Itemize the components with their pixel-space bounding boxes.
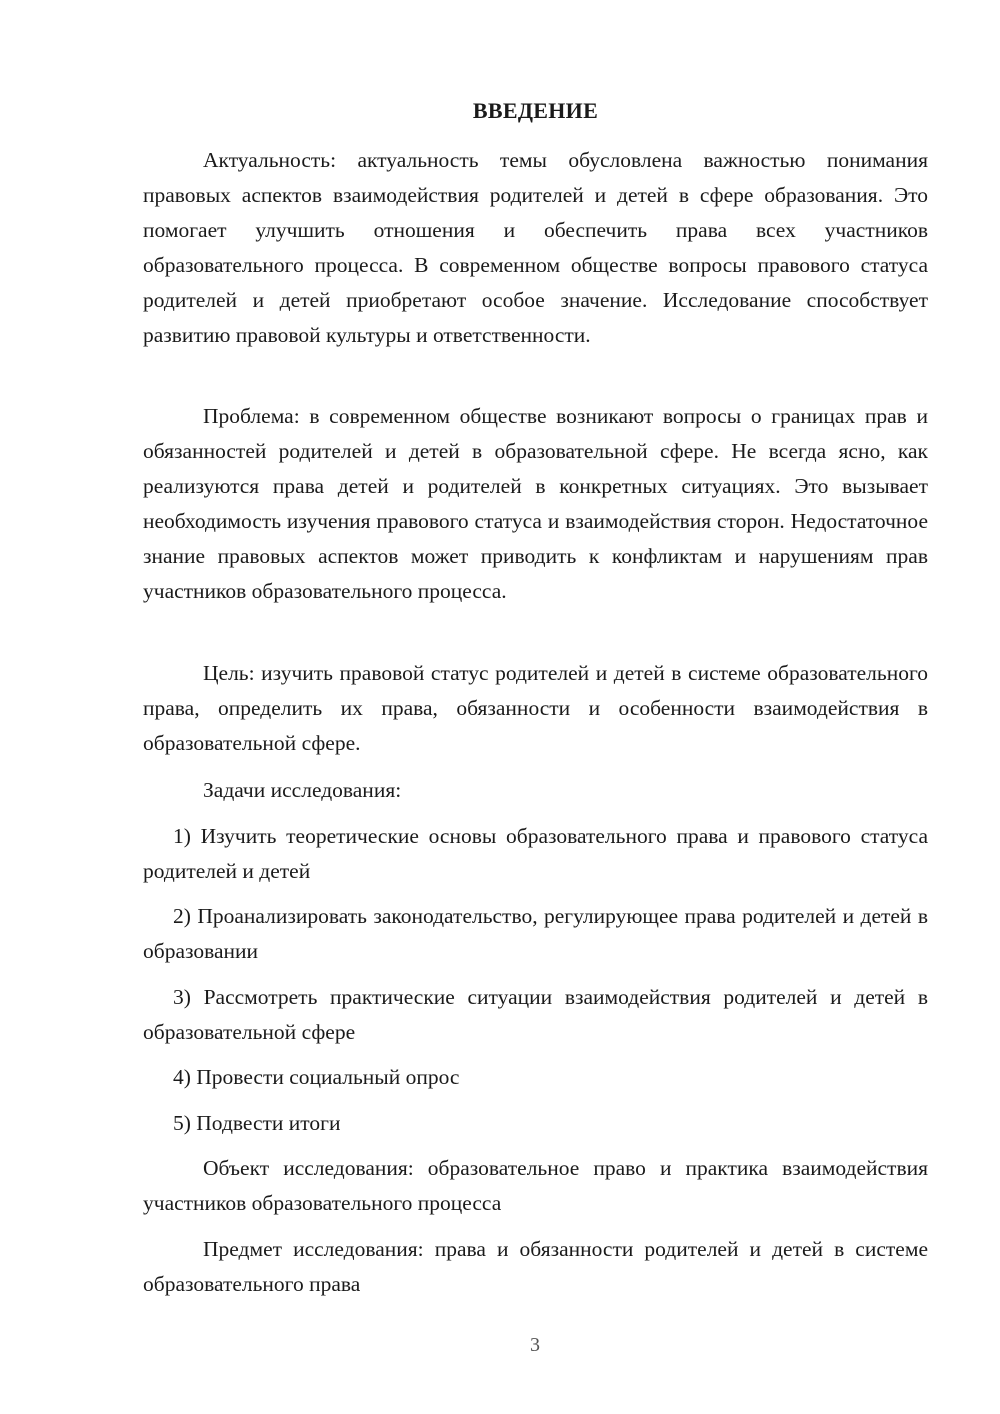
task-3-block [143, 980, 928, 1050]
paragraph-object: Объект исследования: образовательное право и практика взаимодействия участников образовательного процесса [143, 1156, 928, 1215]
paragraph-problem: Проблема: в современном обществе возникают вопросы о границах прав и обязанностей родителей и детей в образовательной сфере. Не всегда ясно, как реализуются права детей и родителей в конкретных ситуациях. Это вызывает необходимость изучения правового статуса и взаимодействия сторон. Недостаточное знание правовых аспектов может приводить к конфликтам и нарушениям прав участников образовательного процесса. [143, 404, 928, 603]
tasks-heading: Задачи исследования: [203, 778, 402, 802]
section-heading: ВВЕДЕНИЕ [472, 98, 599, 123]
task-item-4: 4) Провести социальный опрос [173, 1065, 460, 1089]
page-number: 3 [530, 1334, 540, 1356]
task-1-block [143, 819, 928, 889]
object-block [143, 1151, 928, 1221]
subject-block [143, 1232, 928, 1302]
task-item-5: 5) Подвести итоги [173, 1111, 341, 1135]
problem-block [143, 399, 928, 609]
relevance-block [143, 143, 928, 353]
task-4-block [143, 1060, 928, 1095]
tasks-heading-block [143, 773, 928, 808]
task-5-block [143, 1106, 928, 1141]
task-2-block [143, 899, 928, 969]
paragraph-subject: Предмет исследования: права и обязанности родителей и детей в системе образовательного права [143, 1237, 928, 1296]
task-item-2: 2) Проанализировать законодательство, регулирующее права родителей и детей в образовании [143, 904, 928, 963]
paragraph-goal: Цель: изучить правовой статус родителей и детей в системе образовательного права, определить их права, обязанности и особенности взаимодействия в образовательной сфере. [143, 661, 928, 755]
paragraph-relevance: Актуальность: актуальность темы обусловлена важностью понимания правовых аспектов взаимодействия родителей и детей в сфере образования. Это помогает улучшить отношения и обеспечить права всех участников образовательного процесса. В современном обществе вопросы правового статуса родителей и детей приобретают особое значение. Исследование способствует развитию правовой культуры и ответственности. [143, 148, 928, 347]
goal-block [143, 656, 928, 761]
task-item-3: 3) Рассмотреть практические ситуации взаимодействия родителей и детей в образовательной сфере [143, 985, 928, 1044]
task-item-1: 1) Изучить теоретические основы образовательного права и правового статуса родителей и детей [143, 824, 928, 883]
